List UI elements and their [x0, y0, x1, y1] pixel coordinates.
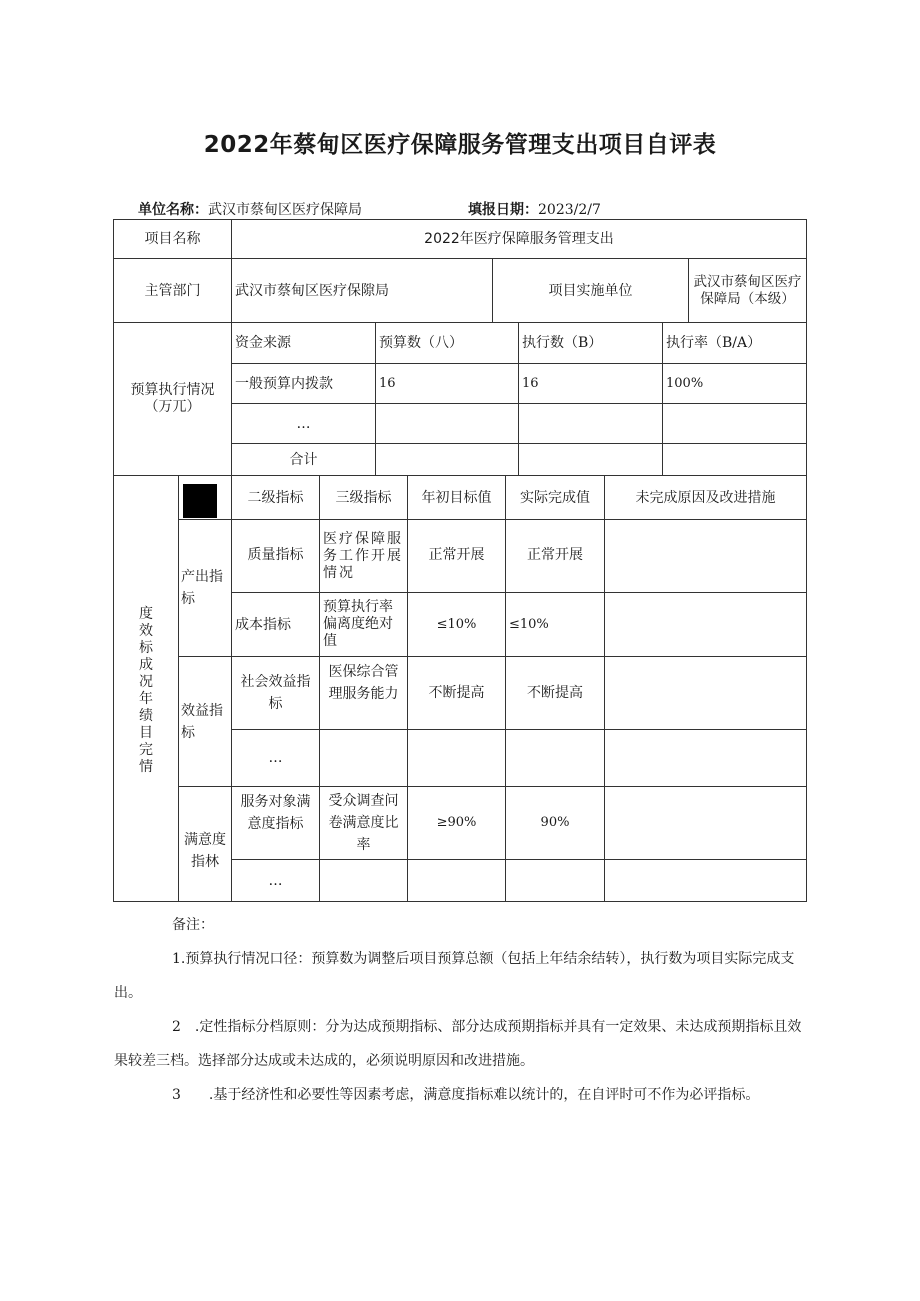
indicator-reason — [604, 519, 807, 593]
budget-row-source: 一般预算内拨款 — [231, 363, 376, 404]
indicator-level2: 成本指标 — [231, 592, 320, 657]
indicator-level3: 受众调查问卷满意度比率 — [319, 786, 408, 860]
fill-date: 填报日期：2023/2/7 — [468, 202, 601, 218]
budget-total-empty — [662, 443, 807, 476]
budget-label: 预算执行情况（万兀） — [113, 322, 232, 476]
indicator-target: 正常开展 — [407, 519, 506, 593]
budget-row-empty — [518, 403, 663, 444]
project-name-label: 项目名称 — [113, 219, 232, 259]
indicator-target: ≤10% — [407, 592, 506, 657]
redaction-block — [183, 484, 217, 518]
project-name-value: 2022年医疗保障服务管理支出 — [231, 219, 807, 259]
budget-total-empty — [518, 443, 663, 476]
perf-header-level3: 三级指标 — [319, 475, 408, 520]
indicator-actual: ≤10% — [505, 592, 605, 657]
budget-row-empty — [375, 403, 519, 444]
indicator-empty — [505, 729, 605, 787]
indicator-level2: 质量指标 — [231, 519, 320, 593]
indicator-reason — [604, 786, 807, 860]
indicator-target: 不断提高 — [407, 656, 506, 730]
budget-total-empty — [375, 443, 519, 476]
indicator-level2: 社会效益指标 — [231, 656, 320, 730]
note-2: 2 .定性指标分档原则：分为达成预期指标、部分达成预期指标并具有一定效果、未达成预期指标且效果较差三档。选择部分达成或未达成的，必须说明原因和改进措施。 — [114, 1019, 802, 1069]
perf-header-target: 年初目标值 — [407, 475, 506, 520]
indicator-empty — [604, 729, 807, 787]
unit-name: 单位名称：武汉市蔡甸区医疗保障局 — [138, 202, 362, 218]
notes-label: 备注： — [172, 917, 214, 933]
budget-row-empty — [662, 403, 807, 444]
indicator-empty — [604, 859, 807, 902]
notes-section — [114, 908, 807, 1112]
indicator-empty — [407, 859, 506, 902]
indicator-level3: 医疗保障服务工作开展情况 — [319, 519, 408, 593]
indicator-actual: 正常开展 — [505, 519, 605, 593]
indicator-target: ≥90% — [407, 786, 506, 860]
page-title: 2022年蔡甸区医疗保障服务管理支出项目自评表 — [203, 132, 717, 158]
budget-row-ellipsis: … — [231, 403, 376, 444]
dept-value: 武汉市蔡甸区医疗保隙局 — [231, 258, 493, 323]
indicator-reason — [604, 656, 807, 730]
budget-header-executed: 执行数（B） — [518, 322, 663, 364]
impl-label: 项目实施单位 — [492, 258, 689, 323]
perf-header-level2: 二级指标 — [231, 475, 320, 520]
indicator-level3: 预算执行率偏离度绝对值 — [319, 592, 408, 657]
budget-total-label: 合计 — [231, 443, 376, 476]
indicator-empty — [319, 859, 408, 902]
indicator-empty — [505, 859, 605, 902]
indicator-actual: 90% — [505, 786, 605, 860]
indicator-ellipsis: … — [231, 859, 320, 902]
impl-value: 武汉市蔡甸区医疗保障局（本级） — [688, 258, 807, 323]
note-3: 3 .基于经济性和必要性等因素考虑，满意度指标难以统计的，在自评时可不作为必评指标。 — [172, 1087, 760, 1103]
budget-header-rate: 执行率（B/A） — [662, 322, 807, 364]
indicator-empty — [407, 729, 506, 787]
indicator-actual: 不断提高 — [505, 656, 605, 730]
perf-header-actual: 实际完成值 — [505, 475, 605, 520]
performance-label-cell — [113, 475, 179, 902]
note-1: 1.预算执行情况口径：预算数为调整后项目预算总额（包括上年结余结转），执行数为项目实际完成支出。 — [114, 951, 795, 1001]
perf-header-reason: 未完成原因及改进措施 — [604, 475, 807, 520]
budget-header-planned: 预算数（八） — [375, 322, 519, 364]
indicator-reason — [604, 592, 807, 657]
indicator-empty — [319, 729, 408, 787]
budget-row-rate: 100% — [662, 363, 807, 404]
group-satisfaction: 满意度指林 — [178, 786, 232, 902]
budget-row-executed: 16 — [518, 363, 663, 404]
group-benefit: 效益指标 — [178, 656, 232, 787]
dept-label: 主管部门 — [113, 258, 232, 323]
performance-label: 度效标成况年绩目完情 — [139, 606, 153, 775]
indicator-level2: 服务对象满意度指标 — [231, 786, 320, 860]
indicator-ellipsis: … — [231, 729, 320, 787]
budget-row-planned: 16 — [375, 363, 519, 404]
group-output: 产出指标 — [178, 519, 232, 657]
indicator-level3: 医保综合管理服务能力 — [319, 656, 408, 730]
budget-header-source: 资金来源 — [231, 322, 376, 364]
